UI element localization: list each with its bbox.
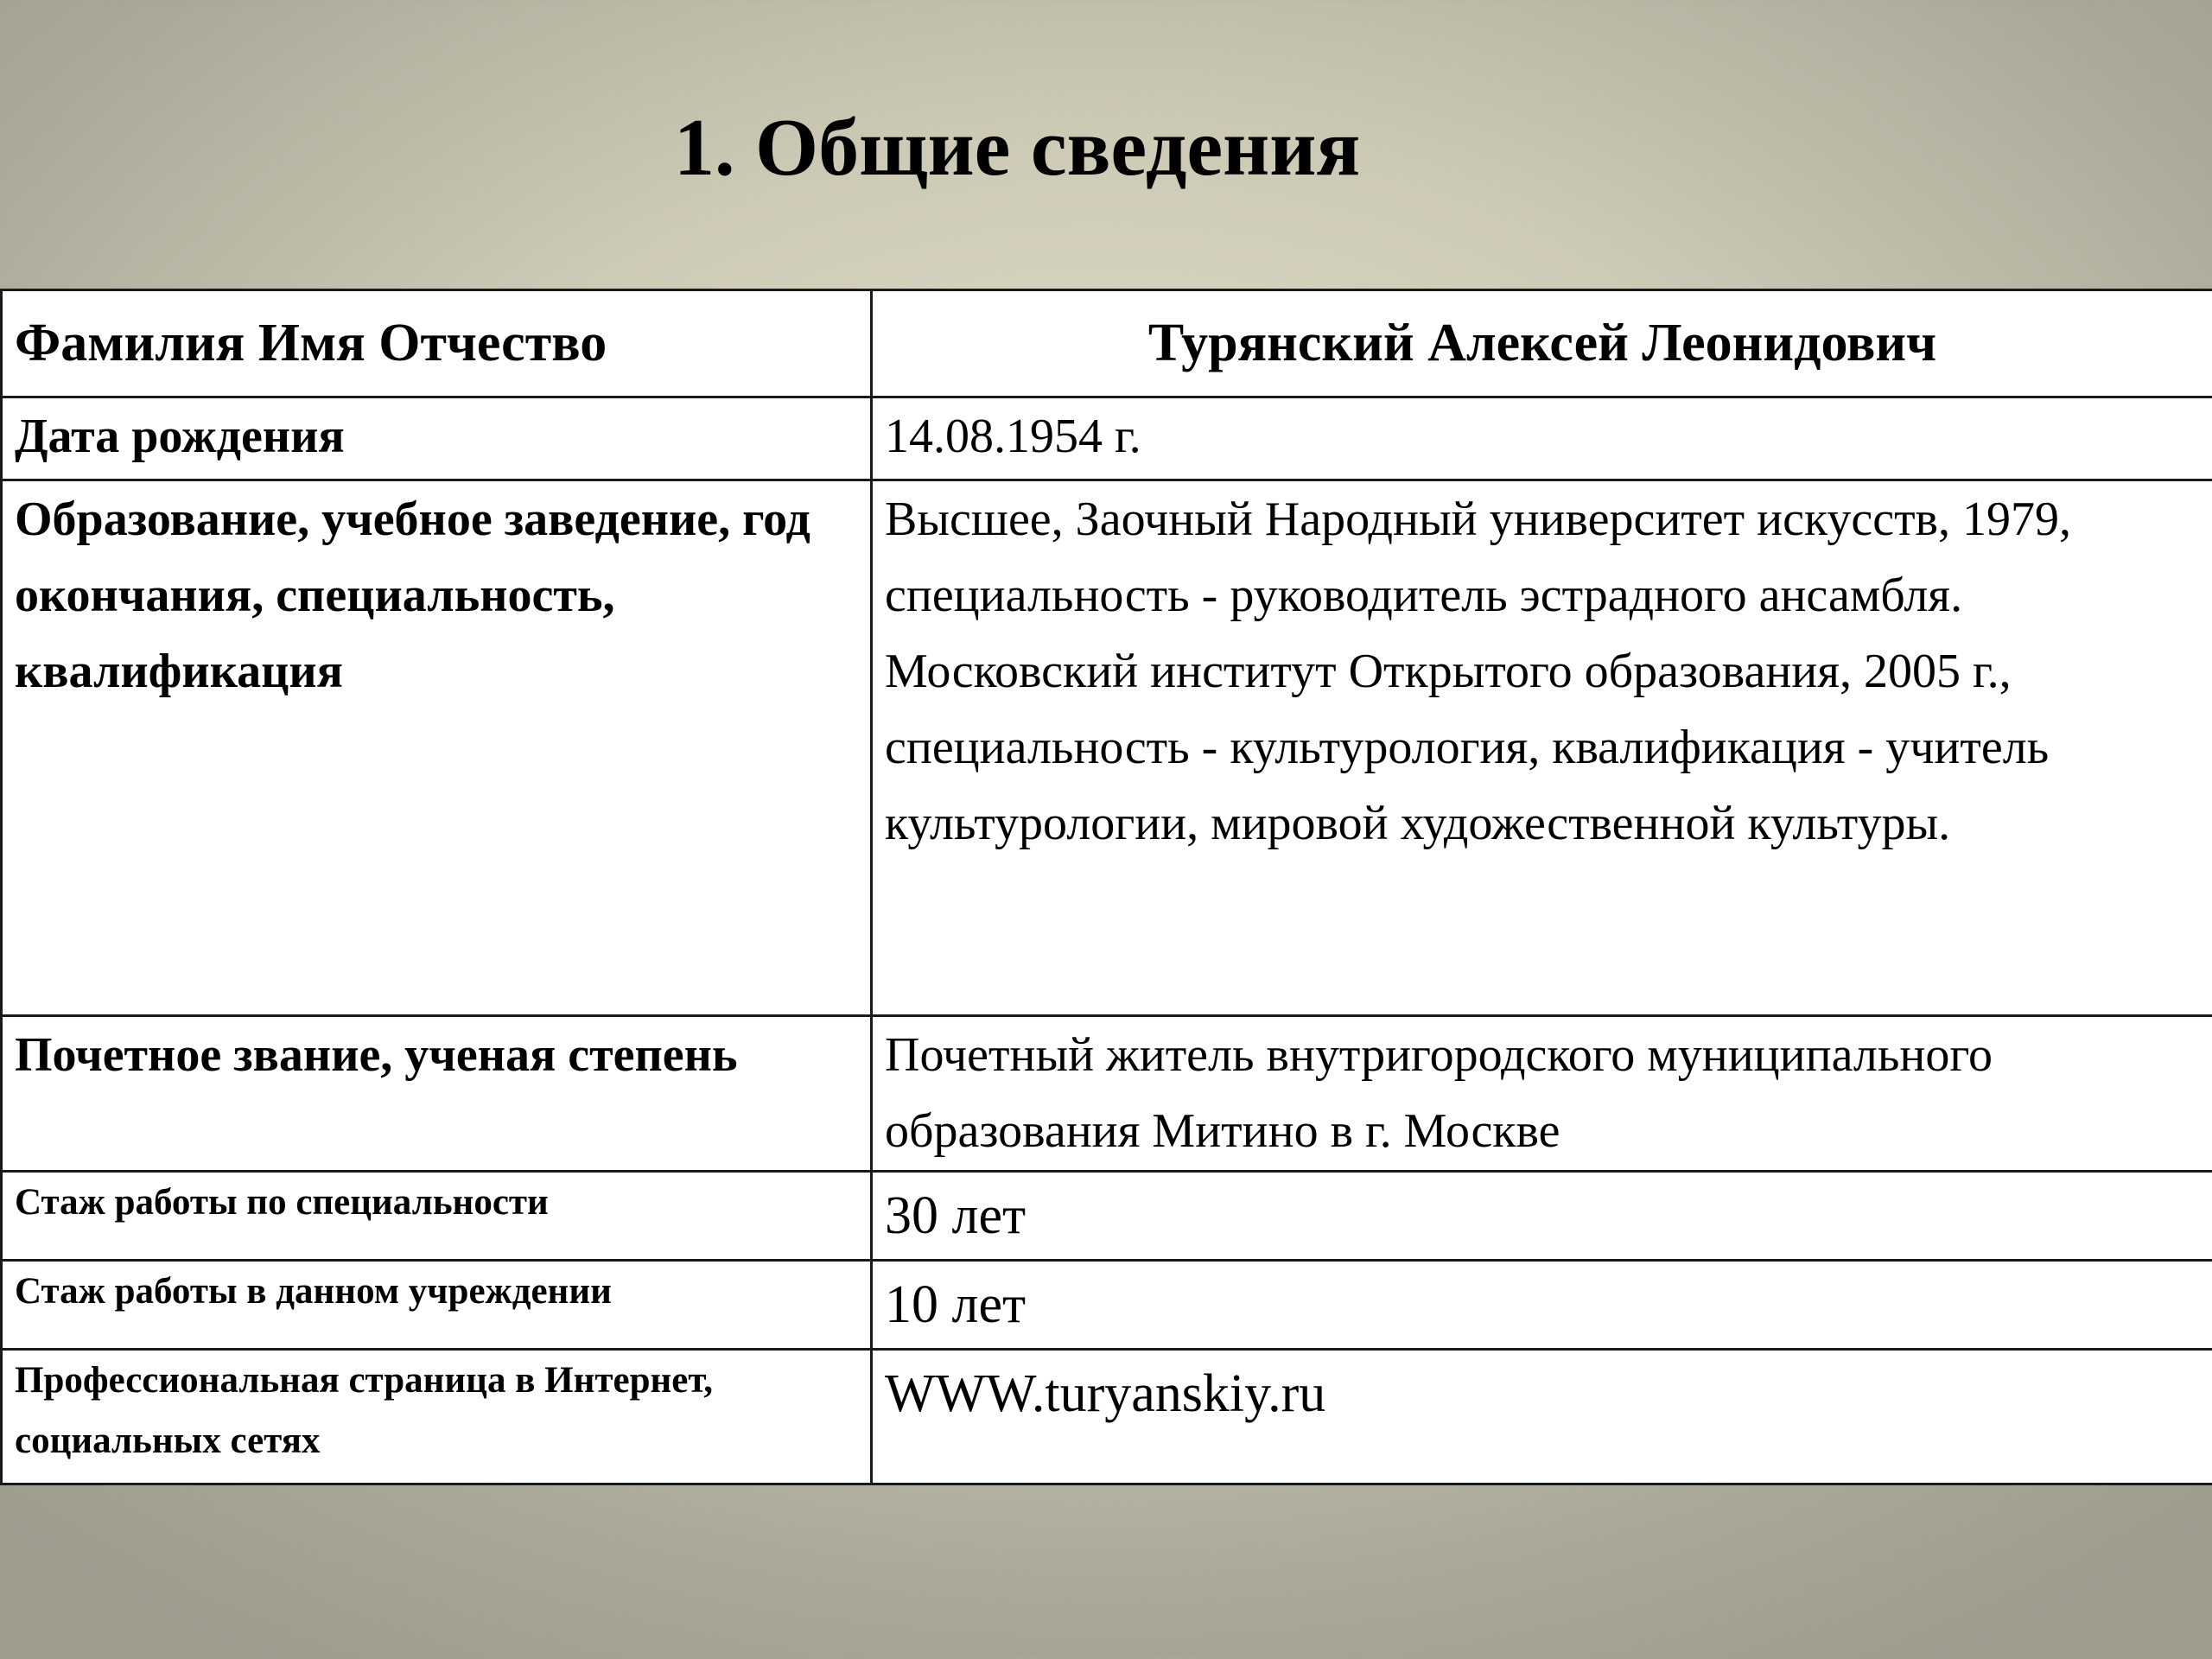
- institution-experience-label: Стаж работы в данном учреждении: [15, 1271, 612, 1312]
- specialty-experience-value: 30 лет: [885, 1186, 1027, 1245]
- row-value: [872, 290, 2212, 397]
- info-table: [0, 289, 2212, 1485]
- honorary-title-label: Почетное звание, ученая степень: [15, 1028, 738, 1082]
- table-row-education: [2, 480, 2212, 1016]
- table-row-web-page: [2, 1350, 2212, 1484]
- row-value: [872, 1261, 2212, 1350]
- institution-experience-value: 10 лет: [885, 1275, 1027, 1334]
- row-label: [2, 1350, 872, 1484]
- table-row-specialty-experience: [2, 1172, 2212, 1261]
- table-row-birth-date: [2, 397, 2212, 480]
- row-label: [2, 1172, 872, 1261]
- web-page-link[interactable]: WWW.turyanskiy.ru: [885, 1364, 1326, 1423]
- specialty-experience-label: Стаж работы по специальности: [15, 1182, 549, 1223]
- full-name-label: Фамилия Имя Отчество: [15, 314, 607, 372]
- education-value: Высшее, Заочный Народный университет искусств, 1979, специальность - руководитель эстрадного ансамбля. Московский институт Открытого образования, 2005 г., специальность - культурология, квалификация - учитель культурологии, мировой художественной культуры.: [885, 493, 2071, 850]
- row-label: [2, 480, 872, 1016]
- birth-date-value: 14.08.1954 г.: [885, 410, 1141, 463]
- row-value: [872, 480, 2212, 1016]
- row-label: [2, 290, 872, 397]
- birth-date-label: Дата рождения: [15, 410, 345, 463]
- education-label: Образование, учебное заведение, год окончания, специальность, квалификация: [15, 493, 810, 698]
- row-label: [2, 1016, 872, 1172]
- row-value: [872, 397, 2212, 480]
- row-value: [872, 1172, 2212, 1261]
- slide-title: 1. Общие сведения: [674, 103, 1361, 193]
- honorary-title-value: Почетный житель внутригородского муниципального образования Митино в г. Москве: [885, 1028, 1993, 1158]
- table-row-honorary-title: [2, 1016, 2212, 1172]
- table-row-full-name: [2, 290, 2212, 397]
- table-row-institution-experience: [2, 1261, 2212, 1350]
- row-value: [872, 1350, 2212, 1484]
- web-page-label: Профессиональная страница в Интернет, социальных сетях: [15, 1360, 714, 1461]
- row-label: [2, 1261, 872, 1350]
- full-name-value: Турянский Алексей Леонидович: [1147, 314, 1937, 372]
- row-label: [2, 397, 872, 480]
- row-value: [872, 1016, 2212, 1172]
